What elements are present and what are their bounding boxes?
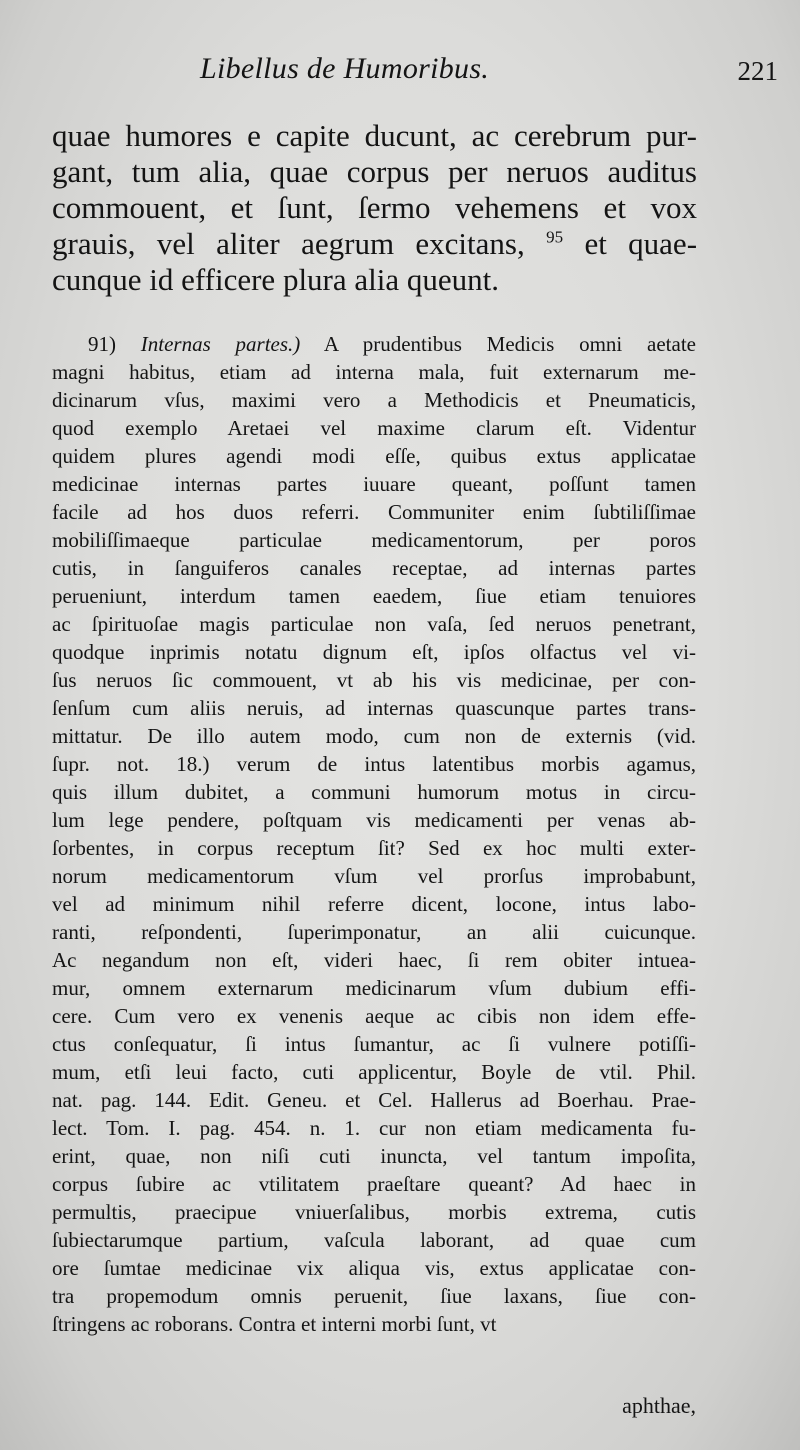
- footnote-line: ſupr. not. 18.) verum de intus latentibus morbis agamus,: [52, 752, 696, 776]
- footnote-line: quidem plures agendi modi eſſe, quibus extus applicatae: [52, 444, 696, 468]
- footnote-reference: 95: [546, 227, 564, 247]
- footnote-line: ranti, reſpondenti, ſuperimponatur, an alii cuicunque.: [52, 920, 696, 944]
- footnote-line: perueniunt, interdum tamen eaedem, ſiue etiam tenuiores: [52, 584, 696, 608]
- footnote-line: tra propemodum omnis peruenit, ſiue laxans, ſiue con-: [52, 1284, 696, 1308]
- footnote-line: ſorbentes, in corpus receptum ſit? Sed ex hoc multi exter-: [52, 836, 696, 860]
- footnote-line: medicinae internas partes iuuare queant, poſſunt tamen: [52, 472, 696, 496]
- footnote-line: ore ſumtae medicinae vix aliqua vis, extus applicatae con-: [52, 1256, 696, 1280]
- main-text-line: gant, tum alia, quae corpus per neruos auditus: [52, 154, 697, 189]
- footnote-line: facile ad hos duos referri. Communiter enim ſubtiliſſimae: [52, 500, 696, 524]
- footnote-line: ctus conſequatur, ſi intus ſumantur, ac ſi vulnere potiſſi-: [52, 1032, 696, 1056]
- page-number: 221: [737, 56, 778, 86]
- footnote-line: norum medicamentorum vſum vel prorſus improbabunt,: [52, 864, 696, 888]
- footnote-line: magni habitus, etiam ad interna mala, fuit externarum me-: [52, 360, 696, 384]
- footnote-line: lect. Tom. I. pag. 454. n. 1. cur non etiam medicamenta fu-: [52, 1116, 696, 1140]
- footnote-line: erint, quae, non niſi cuti inuncta, vel tantum impoſita,: [52, 1144, 696, 1168]
- page-header: [0, 52, 800, 92]
- main-text-line: commouent, et ſunt, ſermo vehemens et vox: [52, 190, 697, 225]
- footnote-line: ſubiectarumque partium, vaſcula laborant, ad quae cum: [52, 1228, 696, 1252]
- footnote-line: ſus neruos ſic commouent, vt ab his vis medicinae, per con-: [52, 668, 696, 692]
- footnote-line: nat. pag. 144. Edit. Geneu. et Cel. Hallerus ad Boerhau. Prae-: [52, 1088, 696, 1112]
- footnote-line: cutis, in ſanguiferos canales receptae, ad internas partes: [52, 556, 696, 580]
- footnote-line: corpus ſubire ac vtilitatem praeſtare queant? Ad haec in: [52, 1172, 696, 1196]
- footnote-line: ſenſum cum aliis neruis, ad internas quascunque partes trans-: [52, 696, 696, 720]
- main-text-block: [52, 118, 697, 298]
- footnote-line: Ac negandum non eſt, videri haec, ſi rem obiter intuea-: [52, 948, 696, 972]
- footnote-lemma: Internas partes.): [140, 332, 301, 356]
- footnote-line: mittatur. De illo autem modo, cum non de externis (vid.: [52, 724, 696, 748]
- footnote-line: ac ſpirituoſae magis particulae non vaſa, ſed neruos penetrant,: [52, 612, 696, 636]
- footnote-line: cere. Cum vero ex venenis aeque ac cibis non idem effe-: [52, 1004, 696, 1028]
- main-text-segment: et quae-: [584, 226, 698, 261]
- footnote-line: permultis, praecipue vniuerſalibus, morbis extrema, cutis: [52, 1200, 696, 1224]
- main-text-line: quae humores e capite ducunt, ac cerebrum pur-: [52, 118, 697, 153]
- footnote-line: mum, etſi leui facto, cuti applicentur, Boyle de vtil. Phil.: [52, 1060, 696, 1084]
- footnote-block: [52, 330, 696, 1338]
- footnote-line: quis illum dubitet, a communi humorum motus in circu-: [52, 780, 696, 804]
- catchword: aphthae,: [622, 1393, 696, 1418]
- main-text-segment: grauis, vel aliter aegrum excitans,: [52, 226, 525, 261]
- main-text-line: cunque id efficere plura alia queunt.: [52, 262, 500, 297]
- footnote-line: quodque inprimis notatu dignum eſt, ipſos olfactus vel vi-: [52, 640, 696, 664]
- footnote-line: quod exemplo Aretaei vel maxime clarum eſt. Videntur: [52, 416, 696, 440]
- footnote-line: dicinarum vſus, maximi vero a Methodicis et Pneumaticis,: [52, 388, 696, 412]
- footnote-line: vel ad minimum nihil referre dicent, locone, intus labo-: [52, 892, 696, 916]
- footnote-first-line: [52, 330, 696, 358]
- footnote-text: A prudentibus Medicis omni aetate: [323, 332, 696, 356]
- footnote-line: ſtringens ac roborans. Contra et interni morbi ſunt, vt: [52, 1312, 497, 1336]
- running-title: Libellus de Humoribus.: [200, 52, 490, 85]
- footnote-line: lum lege pendere, poſtquam vis medicamenti per venas ab-: [52, 808, 696, 832]
- main-text-line: [52, 226, 697, 262]
- footnote-line: mobiliſſimaeque particulae medicamentorum, per poros: [52, 528, 696, 552]
- footnote-number: 91): [88, 332, 116, 356]
- footnote-line: mur, omnem externarum medicinarum vſum dubium effi-: [52, 976, 696, 1000]
